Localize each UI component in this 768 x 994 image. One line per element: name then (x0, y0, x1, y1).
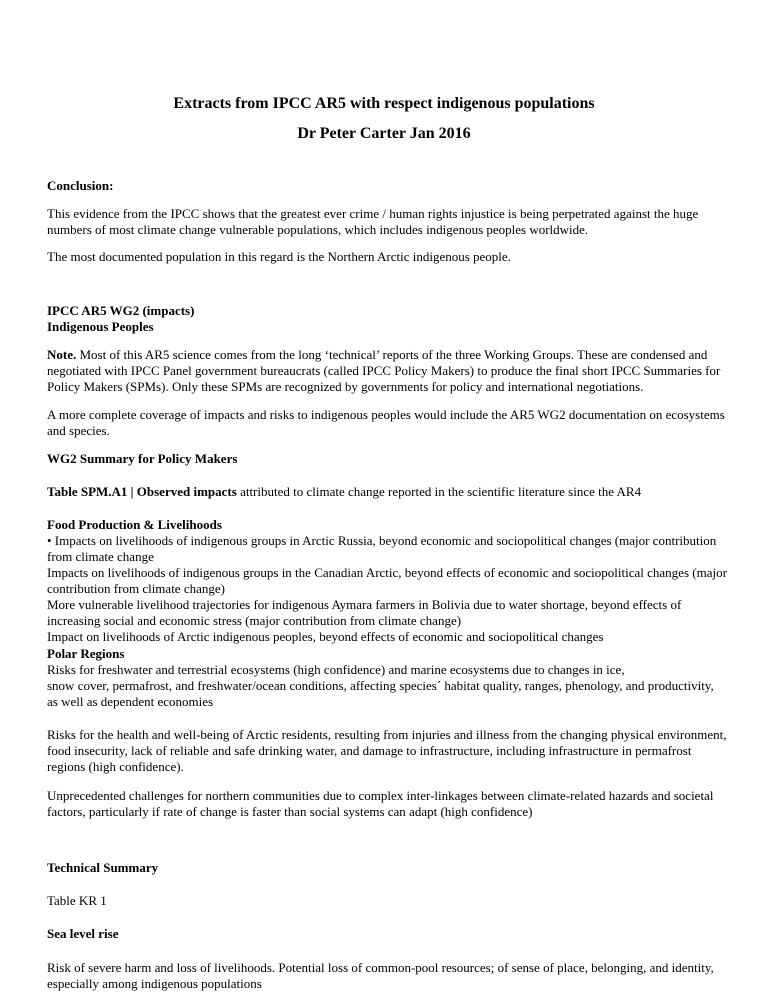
sea-level-heading: Sea level rise (47, 926, 119, 941)
note-label: Note. (47, 347, 77, 362)
polar-line: Risks for freshwater and terrestrial ecosystems (high confidence) and marine ecosystems due to changes in ice, (47, 662, 625, 677)
polar-section (47, 646, 727, 710)
section-heading-wg2: IPCC AR5 WG2 (impacts) (47, 303, 195, 318)
food-item: More vulnerable livelihood trajectories for indigenous Aymara farmers in Bolivia due to water shortage, beyond effects of increasing social and economic stress (major contribution from climate change) (47, 597, 682, 628)
polar-line: snow cover, permafrost, and freshwater/ocean conditions, affecting species´ habitat quality, ranges, phenology, and productivity, as well as dependent economies (47, 678, 714, 709)
table-spm-caption (47, 484, 727, 500)
note-paragraph (47, 347, 727, 395)
conclusion-heading: Conclusion: (47, 178, 114, 193)
food-item: Impacts on livelihoods of indigenous groups in the Canadian Arctic, beyond effects of economic and sociopolitical changes (major contribution from climate change) (47, 565, 727, 596)
table-spm-text: attributed to climate change reported in the scientific literature since the AR4 (236, 484, 642, 499)
table-kr-label: Table KR 1 (47, 893, 107, 908)
polar-heading: Polar Regions (47, 646, 125, 661)
food-heading: Food Production & Livelihoods (47, 517, 222, 532)
food-item: Impact on livelihoods of Arctic indigenous peoples, beyond effects of economic and sociopolitical changes (47, 629, 604, 644)
document-author: Dr Peter Carter Jan 2016 (297, 125, 471, 142)
technical-summary-heading: Technical Summary (47, 860, 159, 875)
table-spm-label: Table SPM.A1 | Observed impacts (47, 484, 237, 499)
conclusion-paragraph: This evidence from the IPCC shows that the greatest ever crime / human rights injustice is being perpetrated against the huge numbers of most climate change vulnerable populations, which includes indigenous peoples worldwide. (47, 206, 699, 237)
spm-heading: WG2 Summary for Policy Makers (47, 451, 238, 466)
health-risks-paragraph: Risks for the health and well-being of Arctic residents, resulting from injuries and illness from the changing physical environment, food insecurity, lack of reliable and safe drinking water, and damage to infrastructure, including infrastructure in permafrost regions (high confidence). (47, 727, 727, 774)
conclusion-paragraph-2: The most documented population in this regard is the Northern Arctic indigenous people. (47, 249, 511, 264)
coverage-paragraph: A more complete coverage of impacts and risks to indigenous peoples would include the AR5 WG2 documentation on ecosystems and species. (47, 407, 725, 438)
section-subheading-indigenous: Indigenous Peoples (47, 319, 154, 334)
document-title: Extracts from IPCC AR5 with respect indigenous populations (173, 95, 595, 112)
note-text: Most of this AR5 science comes from the long ‘technical’ reports of the three Working Groups. These are condensed and negotiated with IPCC Panel government bureaucrats (called IPCC Policy Makers) to produce the final short IPCC Summaries for Policy Makers (SPMs). Only these SPMs are recognized by governments for policy and international negotiations. (47, 347, 721, 394)
food-section (47, 517, 727, 645)
food-item: • Impacts on livelihoods of indigenous groups in Arctic Russia, beyond economic and sociopolitical changes (major contribution from climate change (47, 533, 717, 564)
unprecedented-paragraph: Unprecedented challenges for northern communities due to complex inter-linkages between climate-related hazards and societal factors, particularly if rate of change is faster than social systems can adapt (high confidence) (47, 788, 714, 819)
sea-level-paragraph: Risk of severe harm and loss of livelihoods. Potential loss of common-pool resources; of sense of place, belonging, and identity, especially among indigenous populations (47, 960, 714, 991)
